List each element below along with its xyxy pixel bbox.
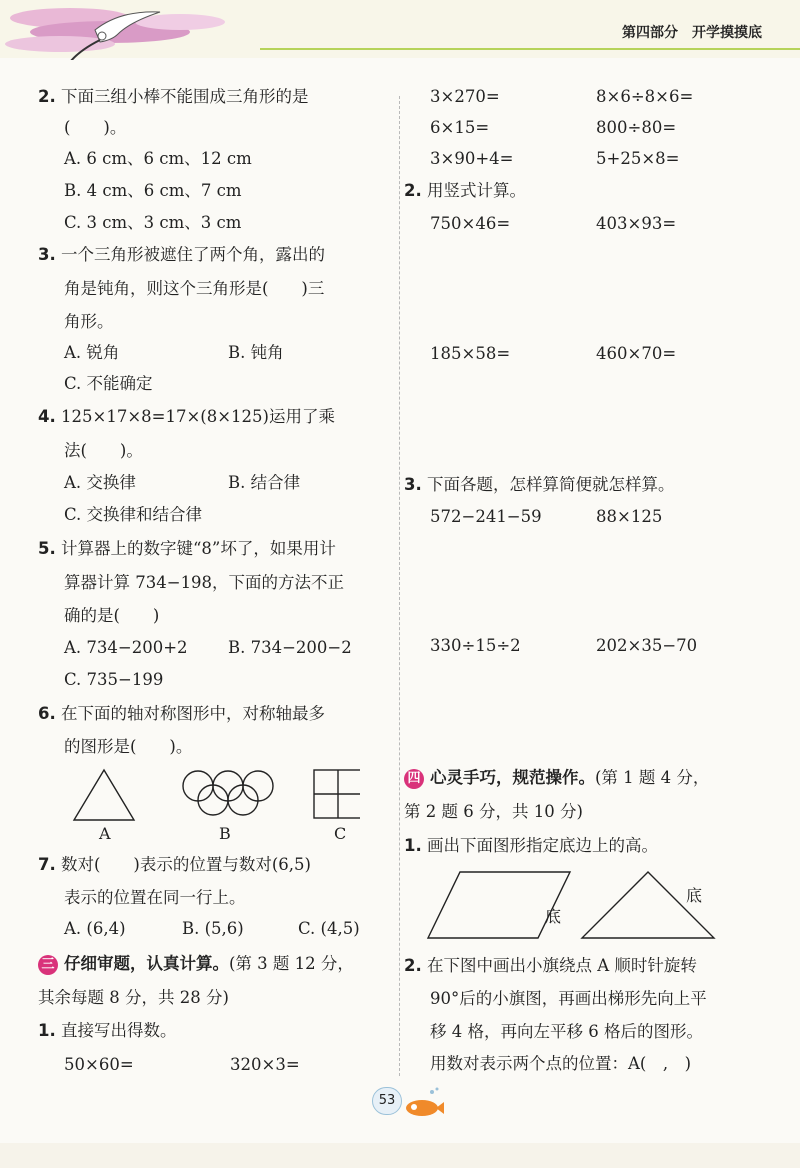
r-q3-item-3: 330÷15÷2 bbox=[430, 636, 521, 655]
s4q2-stem-line4: 用数对表示两个点的位置：A( , ) bbox=[430, 1054, 692, 1073]
s4q2-stem-line1: 2. 在下图中画出小旗绕点 A 顺时针旋转 bbox=[404, 956, 697, 975]
parallelogram-base-label: 底 bbox=[545, 907, 562, 926]
square-grid-figure-c bbox=[314, 770, 360, 818]
section3-heading: 三 仔细审题，认真计算。(第 3 题 12 分， bbox=[38, 953, 354, 975]
section4-badge: 四 bbox=[404, 769, 424, 789]
page-number: 53 bbox=[372, 1087, 402, 1115]
r-q1-item-1: 3×270= bbox=[430, 87, 500, 106]
s3q1-stem: 1. 直接写出得数。 bbox=[38, 1021, 177, 1040]
figure-label-b: B bbox=[219, 824, 231, 843]
q3-option-a: A. 锐角 bbox=[64, 343, 120, 362]
section-header-title: 第四部分 开学摸摸底 bbox=[622, 25, 762, 41]
s4q1-stem: 1. 画出下面图形指定底边上的高。 bbox=[404, 836, 658, 855]
r-q3-item-2: 88×125 bbox=[596, 507, 663, 526]
triangle-base-label: 底 bbox=[686, 886, 703, 905]
s3q1-item-1: 50×60= bbox=[64, 1055, 134, 1074]
r-q2-item-3: 185×58= bbox=[430, 344, 511, 363]
q5-option-a: A. 734−200+2 bbox=[64, 638, 188, 657]
q7-stem-line2: 表示的位置在同一行上。 bbox=[64, 888, 246, 907]
q2-option-c: C. 3 cm、3 cm、3 cm bbox=[64, 213, 242, 232]
page-header bbox=[0, 0, 800, 58]
s4q1-figures bbox=[426, 866, 726, 942]
five-rings-figure-b bbox=[183, 771, 273, 815]
q7-stem-line1: 7. 数对( )表示的位置与数对(6,5) bbox=[38, 855, 311, 874]
r-q3-item-1: 572−241−59 bbox=[430, 507, 542, 526]
q3-stem-line2: 角是钝角，则这个三角形是( )三 bbox=[64, 279, 325, 298]
q3-stem-line1: 3. 一个三角形被遮住了两个角，露出的 bbox=[38, 245, 325, 264]
q7-option-c: C. (4,5) bbox=[298, 919, 360, 938]
triangle-figure-a bbox=[74, 770, 134, 820]
q4-stem-line2: 法( )。 bbox=[64, 441, 143, 460]
q5-option-c: C. 735−199 bbox=[64, 670, 164, 689]
clouds-seagull-decoration bbox=[0, 0, 260, 60]
r-q1-item-6: 5+25×8= bbox=[596, 149, 680, 168]
q2-option-b: B. 4 cm、6 cm、7 cm bbox=[64, 181, 242, 200]
q4-option-c: C. 交换律和结合律 bbox=[64, 505, 203, 524]
figure-label-c: C bbox=[334, 824, 347, 843]
r-q2-item-4: 460×70= bbox=[596, 344, 677, 363]
fish-submarine-icon bbox=[402, 1086, 444, 1120]
q4-option-b: B. 结合律 bbox=[228, 473, 301, 492]
bottom-margin bbox=[0, 1143, 800, 1168]
column-divider bbox=[399, 96, 400, 1076]
figure-label-a: A bbox=[99, 824, 111, 843]
section4-heading: 四 心灵手巧，规范操作。(第 1 题 4 分， bbox=[404, 767, 709, 789]
r-q1-item-2: 8×6÷8×6= bbox=[596, 87, 694, 106]
q5-option-b: B. 734−200−2 bbox=[228, 638, 352, 657]
q3-option-c: C. 不能确定 bbox=[64, 374, 153, 393]
q6-stem-line2: 的图形是( )。 bbox=[64, 737, 193, 756]
q7-option-a: A. (6,4) bbox=[64, 919, 126, 938]
section4-note-line2: 第 2 题 6 分，共 10 分) bbox=[404, 802, 583, 821]
q6-stem-line1: 6. 在下面的轴对称图形中，对称轴最多 bbox=[38, 704, 325, 723]
q4-option-a: A. 交换律 bbox=[64, 473, 136, 492]
r-q3-item-4: 202×35−70 bbox=[596, 636, 698, 655]
header-rule bbox=[260, 48, 800, 50]
r-q3-stem: 3. 下面各题，怎样算简便就怎样算。 bbox=[404, 475, 675, 494]
q5-stem-line1: 5. 计算器上的数字键“8”坏了，如果用计 bbox=[38, 539, 336, 558]
section3-note-line2: 其余每题 8 分，共 28 分) bbox=[38, 988, 229, 1007]
q4-stem-line1: 4. 125×17×8=17×(8×125)运用了乘 bbox=[38, 407, 335, 426]
r-q1-item-3: 6×15= bbox=[430, 118, 490, 137]
r-q2-item-1: 750×46= bbox=[430, 214, 511, 233]
section3-badge: 三 bbox=[38, 955, 58, 975]
q2-stem-line2: ( )。 bbox=[64, 118, 127, 137]
r-q1-item-4: 800÷80= bbox=[596, 118, 677, 137]
q3-stem-line3: 角形。 bbox=[64, 312, 114, 331]
q2-stem-line1: 2. 下面三组小棒不能围成三角形的是 bbox=[38, 87, 309, 106]
s4q2-stem-line3: 移 4 格，再向左平移 6 格后的图形。 bbox=[430, 1022, 703, 1041]
r-q2-item-2: 403×93= bbox=[596, 214, 677, 233]
s3q1-item-2: 320×3= bbox=[230, 1055, 300, 1074]
q5-stem-line3: 确的是( ) bbox=[64, 606, 160, 625]
r-q1-item-5: 3×90+4= bbox=[430, 149, 514, 168]
q3-option-b: B. 钝角 bbox=[228, 343, 284, 362]
q5-stem-line2: 算器计算 734−198，下面的方法不正 bbox=[64, 573, 345, 592]
q6-figures bbox=[60, 764, 360, 828]
r-q2-stem: 2. 用竖式计算。 bbox=[404, 181, 526, 200]
q2-option-a: A. 6 cm、6 cm、12 cm bbox=[64, 149, 252, 168]
s4q2-stem-line2: 90°后的小旗图，再画出梯形先向上平 bbox=[430, 989, 707, 1008]
q7-option-b: B. (5,6) bbox=[182, 919, 244, 938]
